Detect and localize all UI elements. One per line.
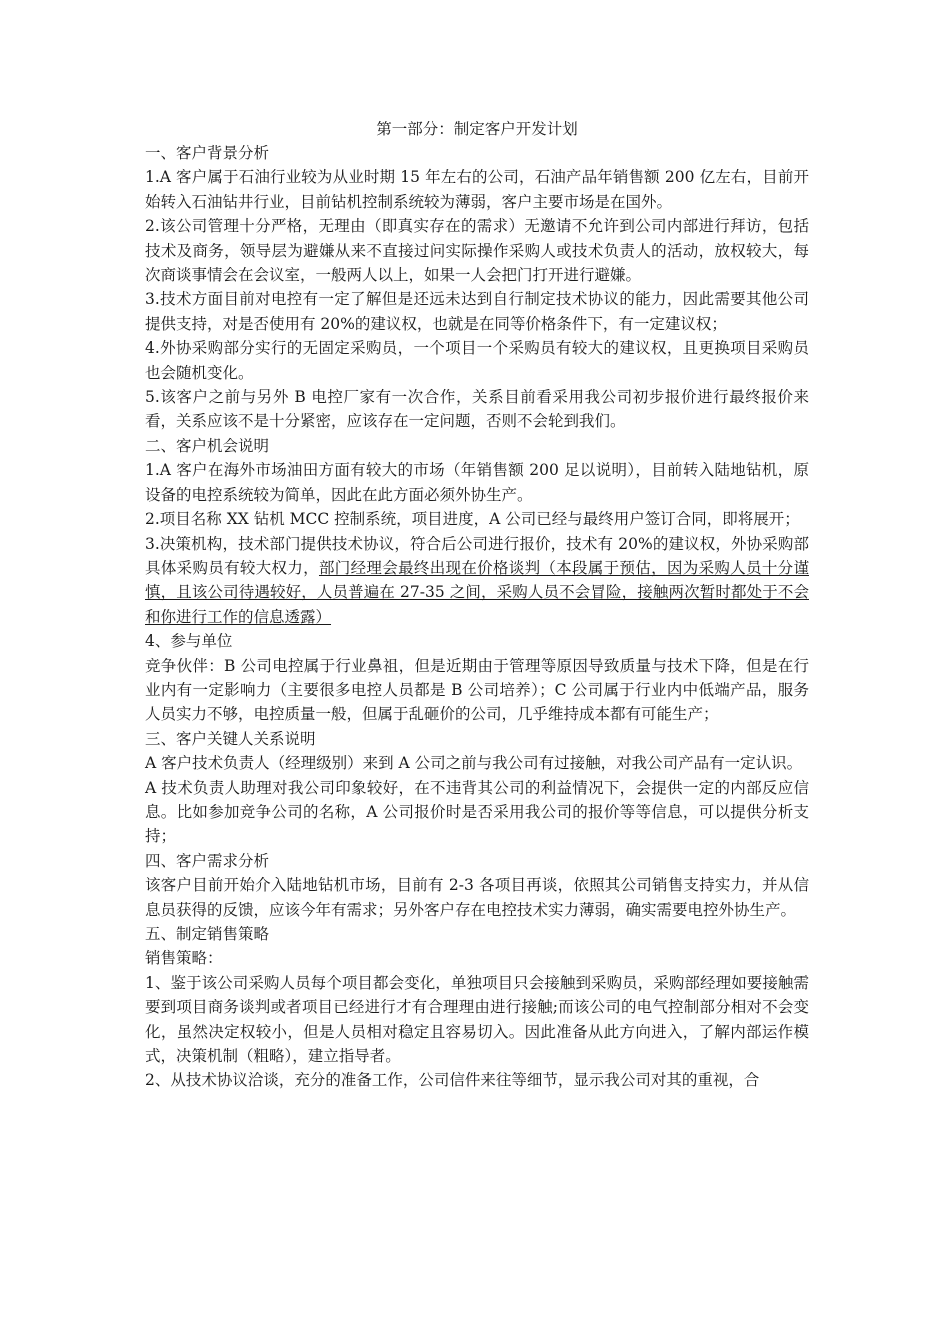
section-heading-strategy: 五、制定销售策略 (145, 925, 270, 943)
paragraph: 5.该客户之前与另外 B 电控厂家有一次合作，关系目前看采用我公司初步报价进行最终报价来看，关系应该不是十分紧密，应该存在一定问题，否则不会轮到我们。 (145, 388, 809, 431)
paragraph: 2.项目名称 XX 钻机 MCC 控制系统，项目进度，A 公司已经与最终用户签订合同，即将展开； (145, 510, 800, 529)
paragraph: 1.A 客户属于石油行业较为从业时期 15 年左右的公司，石油产品年销售额 200 亿左右，目前开始转入石油钻井行业，目前钻机控制系统较为薄弱，客户主要市场是在国外。 (145, 168, 809, 211)
section-heading-opportunity: 二、客户机会说明 (145, 436, 270, 455)
paragraph (145, 532, 809, 630)
paragraph: 2.该公司管理十分严格，无理由（即真实存在的需求）无邀请不允许到公司内部进行拜访，包括技术及商务，领导层为避嫌从来不直接过问实际操作采购人或技术负责人的活动，放权较大，每次商谈事情会在会议室，一般两人以上，如果一人会把门打开进行避嫌。 (145, 217, 809, 285)
paragraph: A 技术负责人助理对我公司印象较好，在不违背其公司的利益情况下，会提供一定的内部反应信息。比如参加竞争公司的名称，A 公司报价时是否采用我公司的报价等等信息，可以提供分析支持； (145, 778, 809, 846)
document-body (145, 117, 809, 1093)
paragraph: 4.外协采购部分实行的无固定采购员，一个项目一个采购员有较大的建议权，且更换项目采购员也会随机变化。 (145, 339, 809, 382)
document-title: 第一部分：制定客户开发计划 (376, 120, 578, 138)
section-heading-background: 一、客户背景分析 (145, 144, 270, 162)
underlined-text: 部门经理会最终出现在价格谈判（本段属于预估，因为采购人员十分谨慎，且该公司待遇较好，人员普遍在 27-35 之间，采购人员不会冒险，接触两次暂时都处于不会和你进行工作的信息透露） (145, 558, 809, 626)
paragraph: 1.A 客户在海外市场油田方面有较大的市场（年销售额 200 足以说明），目前转入陆地钻机，原设备的电控系统较为简单，因此在此方面必须外协生产。 (145, 461, 809, 504)
paragraph: 3.技术方面目前对电控有一定了解但是还远未达到自行制定技术协议的能力，因此需要其他公司提供支持，对是否使用有 20%的建议权，也就是在同等价格条件下，有一定建议权； (145, 290, 809, 333)
paragraph-text: 3.决策机构，技术部门提供技术协议，符合后公司进行报价，技术有 20%的建议权，外协采购部具体采购员有较大权力， (145, 534, 809, 577)
paragraph: 2、从技术协议洽谈，充分的准备工作，公司信件来往等细节，显示我公司对其的重视，合 (145, 1071, 760, 1090)
section-heading-key-relations: 三、客户关键人关系说明 (145, 729, 316, 748)
section-heading-needs: 四、客户需求分析 (145, 851, 270, 870)
paragraph: 1、鉴于该公司采购人员每个项目都会变化，单独项目只会接触到采购员，采购部经理如要接触需要到项目商务谈判或者项目已经进行才有合理理由进行接触;而该公司的电气控制部分相对不会变化，虽然决定权较小，但是人员相对稳定且容易切入。因此准备从此方向进入，了解内部运作模式，决策机制（粗略），建立指导者。 (145, 973, 809, 1066)
paragraph: 该客户目前开始介入陆地钻机市场，目前有 2-3 各项目再谈，依照其公司销售支持实力，并从信息员获得的反馈，应该今年有需求；另外客户存在电控技术实力薄弱，确实需要电控外协生产。 (145, 876, 809, 919)
section-heading-participants: 4、参与单位 (145, 632, 233, 651)
paragraph: A 客户技术负责人（经理级别）来到 A 公司之前与我公司有过接触，对我公司产品有一定认识。 (145, 754, 803, 773)
subheading: 销售策略： (145, 949, 223, 968)
paragraph: 竞争伙伴：B 公司电控属于行业鼻祖，但是近期由于管理等原因导致质量与技术下降，但是在行业内有一定影响力（主要很多电控人员都是 B 公司培养）；C 公司属于行业内中低端产品，服务人员实力不够，电控质量一般，但属于乱砸价的公司，几乎维持成本都有可能生产； (145, 656, 809, 724)
